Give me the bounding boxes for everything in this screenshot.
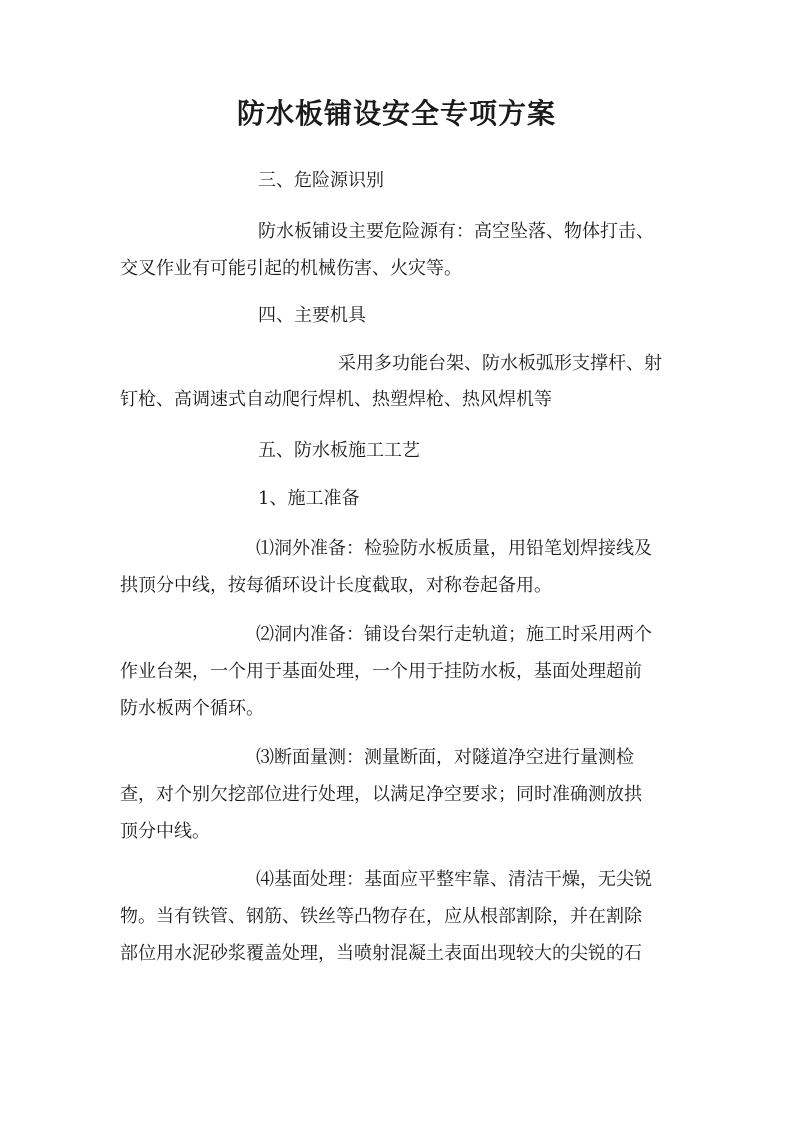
list-item-line: 作业台架，一个用于基面处理，一个用于挂防水板，基面处理超前 bbox=[120, 661, 642, 682]
section-heading-construction-process: 五、防水板施工工艺 bbox=[258, 440, 420, 461]
paragraph-line: 钉枪、高调速式自动爬行焊机、热塑焊枪、热风焊机等 bbox=[120, 389, 552, 410]
list-item-line: ⑴洞外准备：检验防水板质量，用铅笔划焊接线及 bbox=[256, 538, 652, 559]
subsection-heading-preparation: 1、施工准备 bbox=[258, 488, 360, 509]
paragraph-line: 交叉作业有可能引起的机械伤害、火灾等。 bbox=[120, 258, 462, 279]
paragraph-line: 防水板铺设主要危险源有：高空坠落、物体打击、 bbox=[258, 221, 654, 242]
document-title: 防水板铺设安全专项方案 bbox=[236, 97, 556, 130]
list-item-line: 防水板两个循环。 bbox=[120, 698, 264, 719]
list-item-line: ⑵洞内准备：铺设台架行走轨道；施工时采用两个 bbox=[256, 624, 652, 645]
list-item-line: 物。当有铁管、钢筋、铁丝等凸物存在，应从根部割除，并在割除 bbox=[120, 906, 642, 927]
paragraph-line: 采用多功能台架、防水板弧形支撑杆、射 bbox=[338, 353, 662, 374]
list-item-line: 顶分中线。 bbox=[120, 821, 210, 842]
list-item-line: ⑷基面处理：基面应平整牢靠、清洁干燥，无尖锐 bbox=[256, 869, 652, 890]
list-item-line: ⑶断面量测：测量断面，对隧道净空进行量测检 bbox=[256, 747, 634, 768]
list-item-line: 拱顶分中线，按每循环设计长度截取，对称卷起备用。 bbox=[120, 575, 552, 596]
list-item-line: 查，对个别欠挖部位进行处理，以满足净空要求；同时准确测放拱 bbox=[120, 784, 642, 805]
list-item-line: 部位用水泥砂浆覆盖处理，当喷射混凝土表面出现较大的尖锐的石 bbox=[120, 943, 642, 964]
section-heading-main-equipment: 四、主要机具 bbox=[258, 305, 366, 326]
section-heading-hazard-identification: 三、危险源识别 bbox=[258, 170, 384, 191]
